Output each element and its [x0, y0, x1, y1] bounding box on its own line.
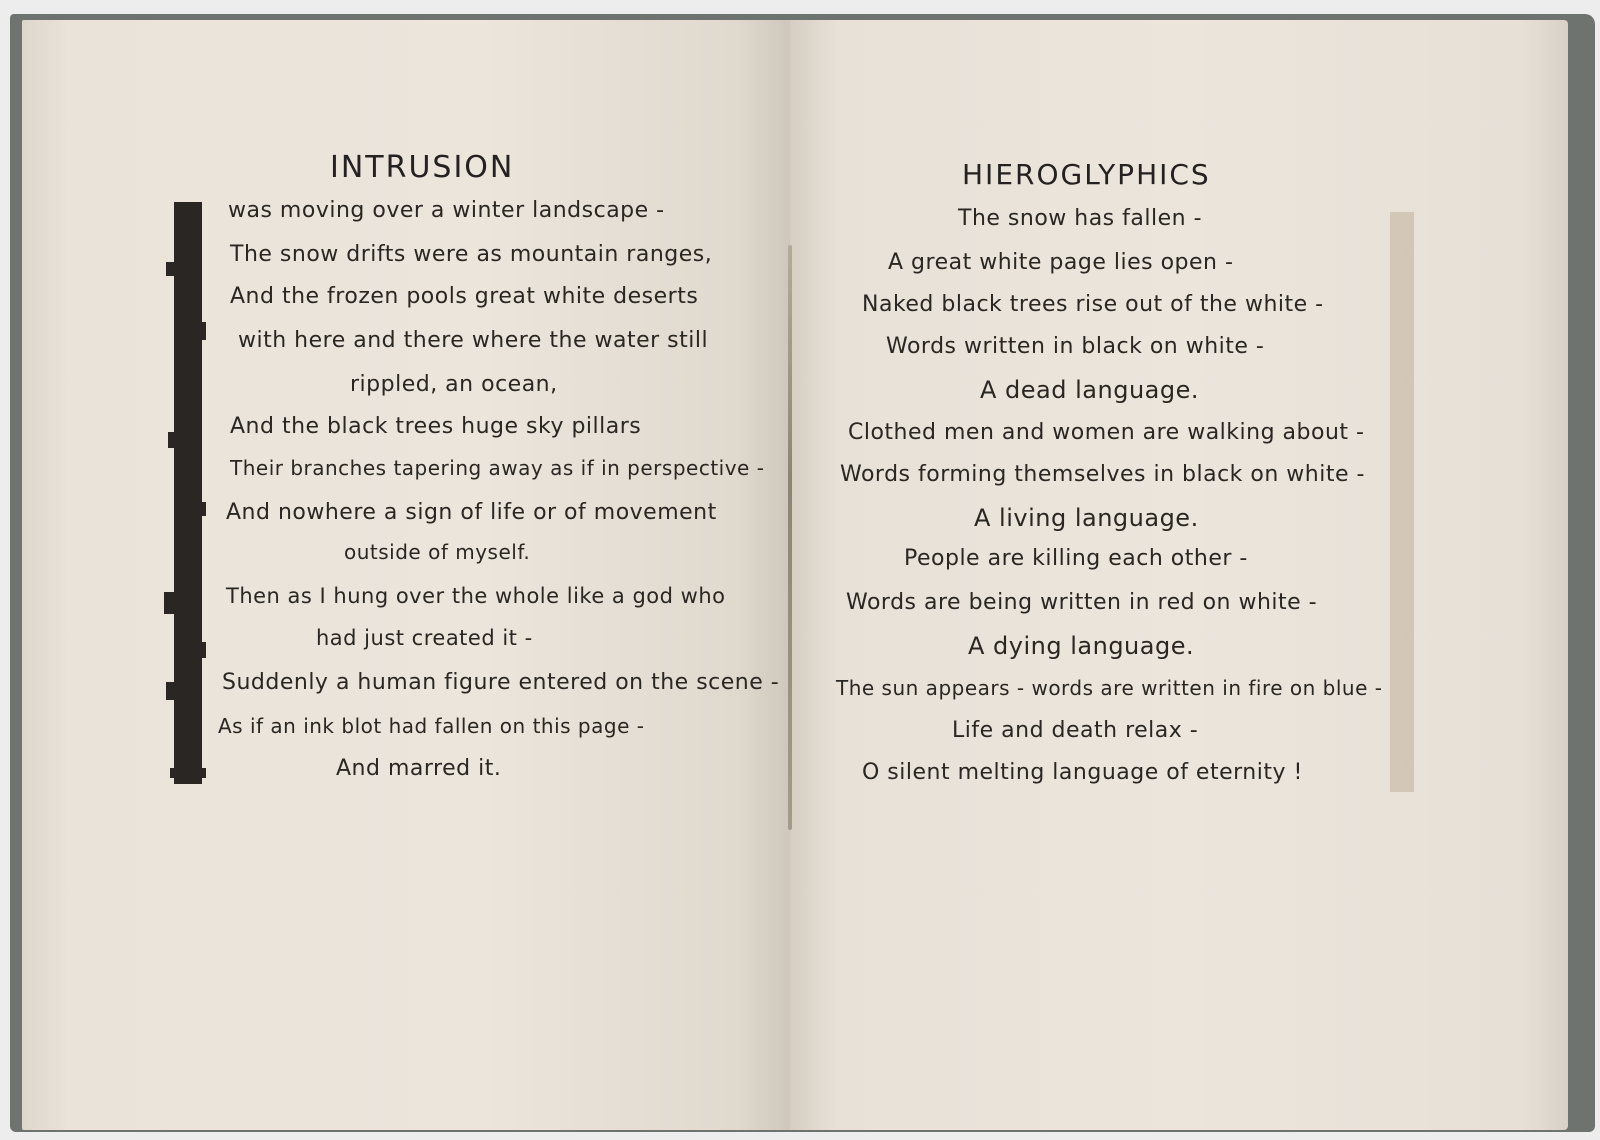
poem-line: had just created it - [316, 626, 533, 650]
poem-line: A great white page lies open - [888, 250, 1234, 275]
left-page [22, 20, 790, 1130]
tree-trunk-illustration [174, 202, 202, 784]
poem-title: HIEROGLYPHICS [962, 158, 1211, 191]
poem-line: Naked black trees rise out of the white - [862, 292, 1324, 317]
poem-line: Clothed men and women are walking about - [848, 420, 1365, 445]
poem-line: Then as I hung over the whole like a god who [226, 584, 726, 608]
book-spine-stitching [788, 245, 792, 830]
poem-line: outside of myself. [344, 540, 531, 564]
show-through-tree-trunk [1390, 212, 1414, 792]
poem-line: A living language. [974, 504, 1199, 532]
poem-line: As if an ink blot had fallen on this page - [218, 714, 645, 738]
poem-line: rippled, an ocean, [350, 372, 558, 397]
poem-line: Suddenly a human figure entered on the scene - [222, 670, 780, 695]
poem-line: with here and there where the water still [238, 328, 709, 353]
poem-line: A dying language. [968, 632, 1195, 660]
poem-line: And nowhere a sign of life or of movement [226, 500, 717, 525]
poem-line: And the frozen pools great white deserts [230, 284, 699, 309]
poem-line: Their branches tapering away as if in perspective - [230, 456, 765, 480]
poem-line: People are killing each other - [904, 546, 1248, 571]
poem-line: The snow drifts were as mountain ranges, [230, 242, 713, 267]
poem-line: A dead language. [980, 376, 1199, 404]
poem-line: Words are being written in red on white - [846, 590, 1318, 615]
poem-line: The sun appears - words are written in fire on blue - [836, 676, 1383, 700]
poem-line: And marred it. [336, 756, 502, 781]
poem-line: Life and death relax - [952, 718, 1199, 743]
poem-line: And the black trees huge sky pillars [230, 414, 642, 439]
poem-line: Words written in black on white - [886, 334, 1265, 359]
poem-line: O silent melting language of eternity ! [862, 760, 1303, 785]
poem-line: The snow has fallen - [958, 206, 1203, 231]
poem-title: INTRUSION [330, 150, 515, 185]
poem-line: Words forming themselves in black on white - [840, 462, 1365, 487]
poem-line: was moving over a winter landscape - [228, 198, 665, 223]
